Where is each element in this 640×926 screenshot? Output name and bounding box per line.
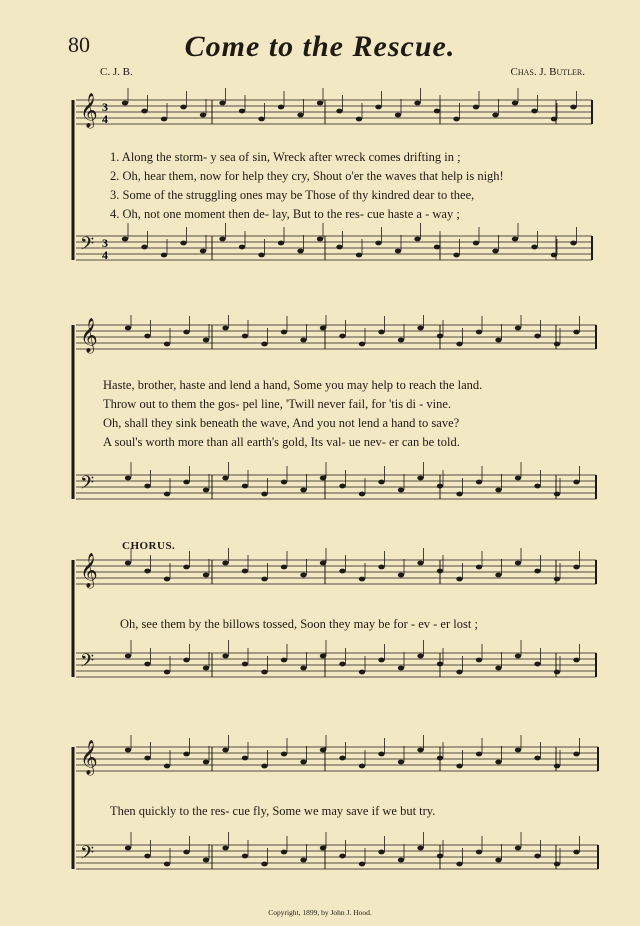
note-head — [183, 330, 189, 335]
note-head — [476, 850, 482, 855]
note-head — [339, 569, 345, 574]
note-head — [180, 105, 186, 110]
note-head — [320, 326, 326, 331]
note-head — [320, 846, 326, 851]
note-head — [203, 760, 209, 765]
hymn-title: Come to the Rescue. — [184, 30, 456, 63]
note-head — [398, 858, 404, 863]
note-head — [456, 862, 462, 867]
note-head — [203, 858, 209, 863]
note-head — [476, 565, 482, 570]
verse-lyrics-block-1 — [0, 150, 640, 226]
note-head — [320, 748, 326, 753]
note-head — [122, 101, 128, 106]
verse-line-1: Haste, brother, haste and lend a hand, Some you may help to reach the land. — [103, 378, 483, 392]
note-head — [180, 241, 186, 246]
note-head — [473, 105, 479, 110]
treble-clef: 𝄞 — [80, 553, 98, 588]
note-head — [554, 492, 560, 497]
note-head — [203, 573, 209, 578]
note-head — [261, 862, 267, 867]
note-head — [495, 488, 501, 493]
note-head — [398, 488, 404, 493]
note-head — [281, 330, 287, 335]
bass-clef: 𝄢 — [80, 843, 95, 868]
note-head — [144, 484, 150, 489]
note-head — [515, 748, 521, 753]
note-head — [476, 752, 482, 757]
note-head — [437, 854, 443, 859]
note-head — [554, 670, 560, 675]
note-head — [398, 338, 404, 343]
note-head — [203, 488, 209, 493]
note-head — [281, 480, 287, 485]
note-head — [242, 854, 248, 859]
note-head — [375, 105, 381, 110]
note-head — [222, 846, 228, 851]
note-head — [261, 670, 267, 675]
note-head — [417, 654, 423, 659]
note-head — [122, 237, 128, 242]
note-head — [437, 569, 443, 574]
note-head — [359, 492, 365, 497]
note-head — [456, 670, 462, 675]
copyright-notice: Copyright, 1899, by John J. Hood. — [268, 908, 372, 917]
note-head — [573, 658, 579, 663]
note-head — [317, 237, 323, 242]
note-head — [434, 109, 440, 114]
note-head — [258, 117, 264, 122]
note-head — [453, 253, 459, 258]
note-head — [261, 577, 267, 582]
note-head — [183, 752, 189, 757]
bass-clef: 𝄢 — [80, 234, 95, 259]
note-head — [125, 561, 131, 566]
note-head — [515, 846, 521, 851]
note-head — [281, 658, 287, 663]
note-head — [300, 760, 306, 765]
note-head — [495, 573, 501, 578]
note-head — [531, 245, 537, 250]
note-head — [515, 654, 521, 659]
note-head — [300, 573, 306, 578]
composer-credit: Chas. J. Butler. — [510, 66, 585, 78]
note-head — [261, 342, 267, 347]
note-head — [476, 330, 482, 335]
note-head — [534, 569, 540, 574]
note-head — [456, 492, 462, 497]
note-head — [164, 492, 170, 497]
note-head — [495, 760, 501, 765]
verse-lyrics-block-2 — [0, 378, 640, 454]
note-head — [573, 480, 579, 485]
note-head — [515, 326, 521, 331]
note-head — [417, 748, 423, 753]
note-head — [336, 109, 342, 114]
note-head — [417, 476, 423, 481]
note-head — [476, 658, 482, 663]
note-head — [395, 249, 401, 254]
note-head — [144, 334, 150, 339]
note-head — [573, 330, 579, 335]
note-head — [183, 658, 189, 663]
note-head — [492, 113, 498, 118]
note-head — [281, 565, 287, 570]
note-head — [300, 488, 306, 493]
verse-line-3: 3. Some of the struggling ones may be Those of thy kindred dear to thee, — [110, 188, 475, 202]
note-head — [219, 101, 225, 106]
page-number: 80 — [68, 32, 90, 57]
bass-clef: 𝄢 — [80, 473, 95, 498]
note-head — [203, 338, 209, 343]
note-head — [414, 101, 420, 106]
note-head — [164, 577, 170, 582]
note-head — [222, 748, 228, 753]
chorus-lyrics-block-2 — [0, 804, 640, 823]
note-head — [125, 654, 131, 659]
note-head — [359, 670, 365, 675]
note-head — [437, 484, 443, 489]
note-head — [261, 492, 267, 497]
verse-line-2: 2. Oh, hear them, now for help they cry, Shout o'er the waves that help is nigh! — [110, 169, 504, 183]
note-head — [551, 253, 557, 258]
note-head — [297, 113, 303, 118]
note-head — [375, 241, 381, 246]
note-head — [339, 756, 345, 761]
note-head — [239, 109, 245, 114]
note-head — [261, 764, 267, 769]
note-head — [515, 476, 521, 481]
note-head — [141, 109, 147, 114]
note-head — [512, 237, 518, 242]
note-head — [336, 245, 342, 250]
note-head — [531, 109, 537, 114]
note-head — [395, 113, 401, 118]
note-head — [554, 577, 560, 582]
note-head — [200, 113, 206, 118]
chorus-line-2: Then quickly to the res- cue fly, Some we may save if we but try. — [110, 804, 436, 818]
note-head — [125, 748, 131, 753]
note-head — [570, 105, 576, 110]
note-head — [573, 752, 579, 757]
note-head — [554, 342, 560, 347]
treble-clef: 𝄞 — [80, 318, 98, 353]
note-head — [453, 117, 459, 122]
note-head — [398, 573, 404, 578]
note-head — [183, 565, 189, 570]
note-head — [339, 854, 345, 859]
note-head — [492, 249, 498, 254]
time-signature-top: 3 — [102, 236, 108, 250]
note-head — [222, 326, 228, 331]
note-head — [476, 480, 482, 485]
chorus-label: CHORUS. — [122, 540, 176, 552]
note-head — [239, 245, 245, 250]
note-head — [554, 862, 560, 867]
treble-clef: 𝄞 — [80, 740, 98, 775]
note-head — [222, 476, 228, 481]
note-head — [300, 666, 306, 671]
note-head — [534, 756, 540, 761]
note-head — [512, 101, 518, 106]
note-head — [281, 752, 287, 757]
note-head — [164, 342, 170, 347]
note-head — [300, 858, 306, 863]
treble-clef: 𝄞 — [80, 93, 98, 128]
note-head — [144, 854, 150, 859]
note-head — [317, 101, 323, 106]
note-head — [320, 654, 326, 659]
note-head — [378, 480, 384, 485]
note-head — [551, 117, 557, 122]
note-head — [144, 662, 150, 667]
note-head — [161, 117, 167, 122]
lyricist-credit: C. J. B. — [100, 66, 133, 78]
note-head — [573, 850, 579, 855]
note-head — [434, 245, 440, 250]
note-head — [473, 241, 479, 246]
note-head — [534, 334, 540, 339]
note-head — [164, 764, 170, 769]
time-signature-bottom: 4 — [102, 248, 108, 262]
note-head — [242, 662, 248, 667]
note-head — [398, 760, 404, 765]
note-head — [495, 338, 501, 343]
note-head — [203, 666, 209, 671]
note-head — [242, 756, 248, 761]
note-head — [164, 670, 170, 675]
note-head — [297, 249, 303, 254]
note-head — [339, 662, 345, 667]
note-head — [495, 858, 501, 863]
note-head — [242, 484, 248, 489]
note-head — [183, 480, 189, 485]
note-head — [125, 846, 131, 851]
note-head — [378, 658, 384, 663]
note-head — [570, 241, 576, 246]
verse-line-1: 1. Along the storm- y sea of sin, Wreck after wreck comes drifting in ; — [110, 150, 461, 164]
note-head — [281, 850, 287, 855]
note-head — [534, 854, 540, 859]
note-head — [222, 561, 228, 566]
note-head — [495, 666, 501, 671]
note-head — [320, 476, 326, 481]
verse-line-2: Throw out to them the gos- pel line, 'Twill never fail, for 'tis di - vine. — [103, 397, 451, 411]
note-head — [378, 850, 384, 855]
time-signature-bottom: 4 — [102, 112, 108, 126]
note-head — [456, 764, 462, 769]
note-head — [359, 342, 365, 347]
note-head — [534, 484, 540, 489]
note-head — [456, 342, 462, 347]
time-signature-top: 3 — [102, 100, 108, 114]
note-head — [144, 756, 150, 761]
note-head — [417, 561, 423, 566]
note-head — [258, 253, 264, 258]
note-head — [125, 476, 131, 481]
note-head — [183, 850, 189, 855]
verse-line-4: 4. Oh, not one moment then de- lay, But to the res- cue haste a - way ; — [110, 207, 460, 221]
verse-line-4: A soul's worth more than all earth's gold, Its val- ue nev- er can be told. — [103, 435, 460, 449]
note-head — [300, 338, 306, 343]
note-head — [242, 569, 248, 574]
note-head — [437, 756, 443, 761]
note-head — [378, 752, 384, 757]
note-head — [378, 330, 384, 335]
bass-clef: 𝄢 — [80, 651, 95, 676]
note-head — [414, 237, 420, 242]
note-head — [278, 241, 284, 246]
note-head — [573, 565, 579, 570]
note-head — [222, 654, 228, 659]
note-head — [200, 249, 206, 254]
verse-line-3: Oh, shall they sink beneath the wave, And you not lend a hand to save? — [103, 416, 460, 430]
note-head — [398, 666, 404, 671]
note-head — [356, 253, 362, 258]
note-head — [278, 105, 284, 110]
chorus-lyrics-block-1 — [0, 617, 640, 636]
note-head — [141, 245, 147, 250]
note-head — [242, 334, 248, 339]
note-head — [417, 326, 423, 331]
note-head — [554, 764, 560, 769]
note-head — [456, 577, 462, 582]
note-head — [339, 484, 345, 489]
note-head — [437, 334, 443, 339]
note-head — [534, 662, 540, 667]
note-head — [359, 577, 365, 582]
chorus-line-1: Oh, see them by the billows tossed, Soon they may be for - ev - er lost ; — [120, 617, 478, 631]
note-head — [219, 237, 225, 242]
note-head — [417, 846, 423, 851]
note-head — [339, 334, 345, 339]
note-head — [356, 117, 362, 122]
note-head — [359, 862, 365, 867]
note-head — [359, 764, 365, 769]
note-head — [125, 326, 131, 331]
note-head — [515, 561, 521, 566]
note-head — [144, 569, 150, 574]
note-head — [378, 565, 384, 570]
note-head — [437, 662, 443, 667]
note-head — [161, 253, 167, 258]
note-head — [320, 561, 326, 566]
note-head — [164, 862, 170, 867]
